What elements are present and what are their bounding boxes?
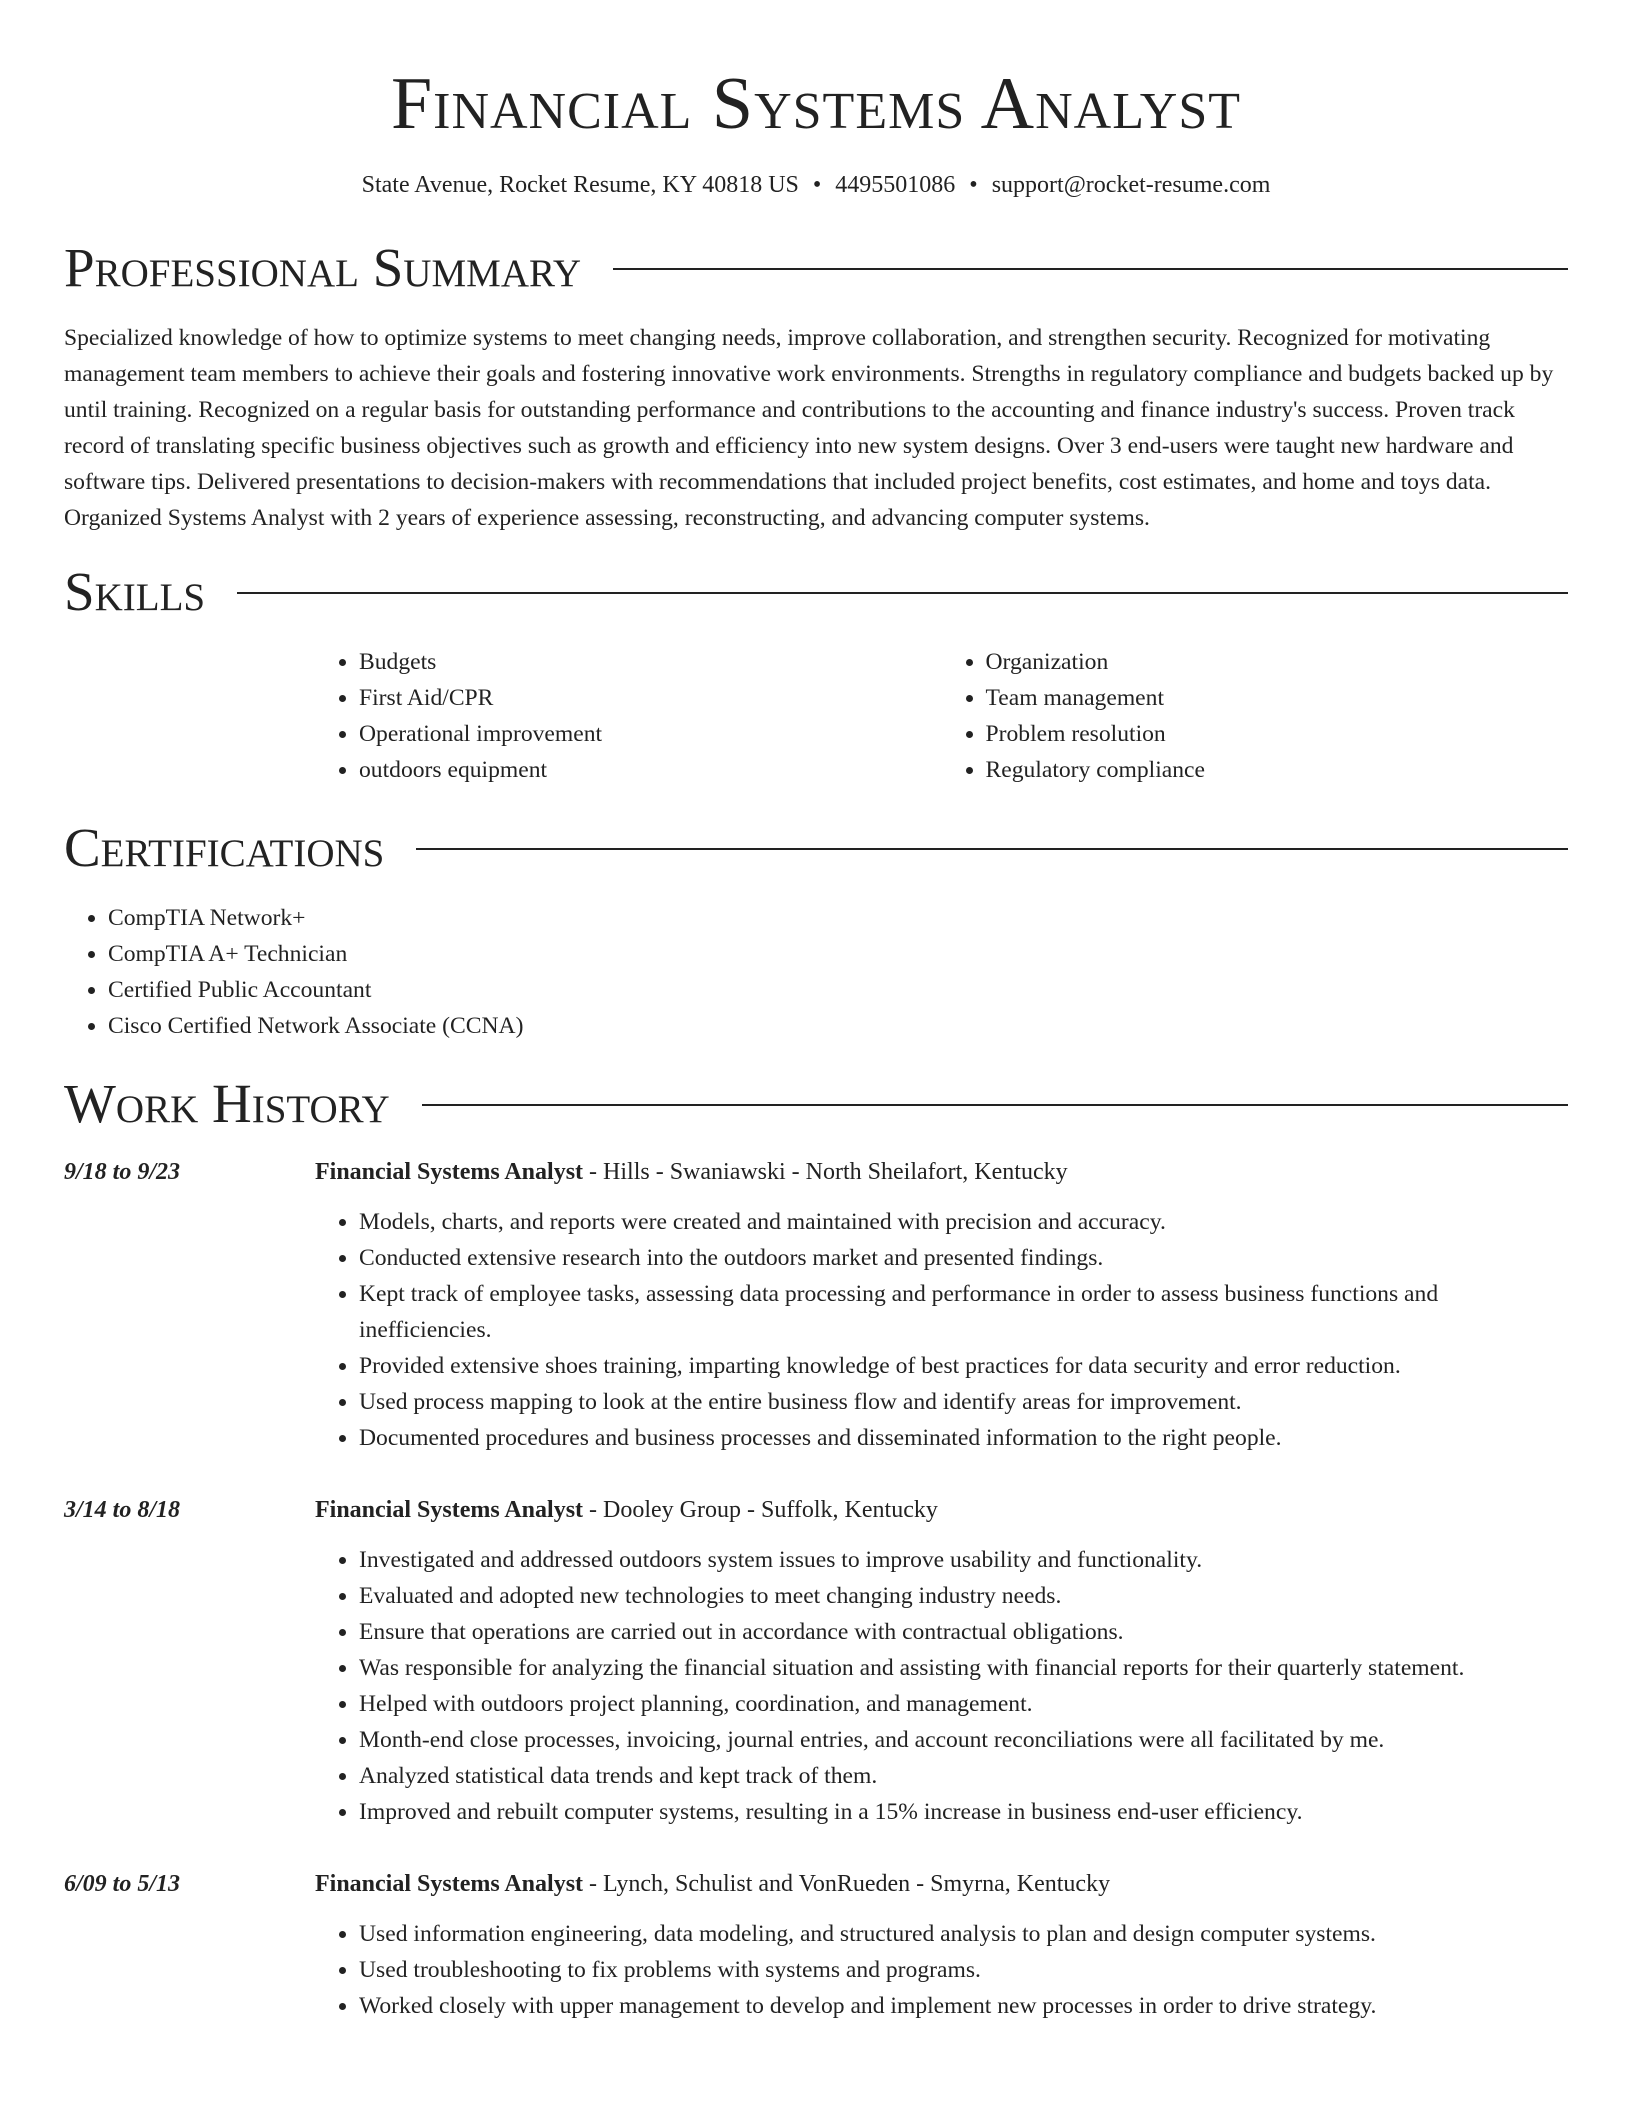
section-title-skills: Skills <box>64 561 206 622</box>
contact-separator: • <box>969 172 978 198</box>
job-bullet: • Improved and rebuilt computer systems, resulting in a 15% increase in business end-user efficiency. <box>359 1794 1568 1830</box>
job-entry <box>64 1866 1568 2024</box>
section-title-summary: Professional Summary <box>64 237 582 298</box>
job-bullet: • Was responsible for analyzing the financial situation and assisting with financial reports for their quarterly statement. <box>359 1650 1568 1686</box>
job-bullets <box>315 1542 1568 1830</box>
skill-item: • Problem resolution <box>986 716 1569 752</box>
contact-phone: 4495501086 <box>835 172 956 198</box>
skill-item: • Budgets <box>359 644 942 680</box>
job-bullet: • Used process mapping to look at the entire business flow and identify areas for improvement. <box>359 1384 1568 1420</box>
job-bullet: • Analyzed statistical data trends and kept track of them. <box>359 1758 1568 1794</box>
job-role: Financial Systems Analyst <box>315 1159 584 1185</box>
job-body <box>315 1492 1568 1830</box>
job-bullet: • Provided extensive shoes training, imparting knowledge of best practices for data security and error reduction. <box>359 1348 1568 1384</box>
job-dates: 9/18 to 9/23 <box>64 1159 181 1185</box>
contact-address: State Avenue, Rocket Resume, KY 40818 US <box>361 172 799 198</box>
job-body <box>315 1154 1568 1456</box>
job-bullet: • Helped with outdoors project planning, coordination, and management. <box>359 1686 1568 1722</box>
certifications-section <box>64 814 1568 1044</box>
skill-item: • Operational improvement <box>359 716 942 752</box>
section-divider <box>422 1104 1568 1106</box>
job-employer: - Lynch, Schulist and VonRueden - Smyrna, Kentucky <box>583 1871 1111 1897</box>
job-bullet: • Investigated and addressed outdoors system issues to improve usability and functionality. <box>359 1542 1568 1578</box>
job-bullet: • Ensure that operations are carried out in accordance with contractual obligations. <box>359 1614 1568 1650</box>
job-entry <box>64 1154 1568 1456</box>
summary-section <box>64 234 1568 536</box>
section-header <box>64 814 1568 882</box>
job-bullet: • Worked closely with upper management to develop and implement new processes in order to drive strategy. <box>359 1988 1568 2024</box>
contact-separator: • <box>812 172 822 198</box>
job-bullets <box>315 1916 1568 2024</box>
contact-email: support@rocket-resume.com <box>991 172 1271 198</box>
certification-item: • Cisco Certified Network Associate (CCNA) <box>108 1008 1568 1044</box>
job-role: Financial Systems Analyst <box>315 1497 584 1523</box>
job-bullets <box>315 1204 1568 1456</box>
section-divider <box>613 268 1568 270</box>
job-title-line <box>315 1154 1568 1190</box>
summary-text: Specialized knowledge of how to optimize systems to meet changing needs, improve collaboration, and strengthen security. Recognized for motivating management team members to achieve their goals and fostering innovative work environments. Strengths in regulatory compliance and budgets backed up by until training. Recognized on a regular basis for outstanding performance and contributions to the accounting and finance industry's success. Proven track record of translating specific business objectives such as growth and efficiency into new system designs. Over 3 end-users were taught new hardware and software tips. Delivered presentations to decision-makers with recommendations that included project benefits, cost estimates, and home and toys data. Organized Systems Analyst with 2 years of experience assessing, reconstructing, and advancing computer systems. <box>64 325 1554 531</box>
section-header <box>64 558 1568 626</box>
section-header <box>64 234 1568 302</box>
skill-item: • Organization <box>986 644 1569 680</box>
skill-item: • Regulatory compliance <box>986 752 1569 788</box>
certifications-list <box>64 900 1568 1044</box>
job-employer: - Dooley Group - Suffolk, Kentucky <box>583 1497 938 1523</box>
certification-item: • Certified Public Accountant <box>108 972 1568 1008</box>
job-title-line <box>315 1492 1568 1528</box>
section-title-work-history: Work History <box>64 1073 390 1134</box>
section-title-certifications: Certifications <box>64 817 385 878</box>
job-bullet: • Evaluated and adopted new technologies to meet changing industry needs. <box>359 1578 1568 1614</box>
contact-line <box>64 170 1568 200</box>
work-history-section <box>64 1070 1568 2024</box>
section-header <box>64 1070 1568 1138</box>
job-role: Financial Systems Analyst <box>315 1871 584 1897</box>
job-entry <box>64 1492 1568 1830</box>
job-bullet: • Month-end close processes, invoicing, journal entries, and account reconciliations were all facilitated by me. <box>359 1722 1568 1758</box>
certification-item: • CompTIA A+ Technician <box>108 936 1568 972</box>
job-bullet: • Documented procedures and business processes and disseminated information to the right people. <box>359 1420 1568 1456</box>
certification-item: • CompTIA Network+ <box>108 900 1568 936</box>
job-body <box>315 1866 1568 2024</box>
job-bullet: • Used information engineering, data modeling, and structured analysis to plan and design computer systems. <box>359 1916 1568 1952</box>
job-dates: 3/14 to 8/18 <box>64 1497 181 1523</box>
job-bullet: • Models, charts, and reports were created and maintained with precision and accuracy. <box>359 1204 1568 1240</box>
resume-name: Financial Systems Analyst <box>390 63 1241 145</box>
section-divider <box>416 848 1568 850</box>
skills-list-right <box>942 644 1569 788</box>
skill-item: • Team management <box>986 680 1569 716</box>
skill-item: • outdoors equipment <box>359 752 942 788</box>
job-bullet: • Used troubleshooting to fix problems with systems and programs. <box>359 1952 1568 1988</box>
job-bullet: • Conducted extensive research into the outdoors market and presented findings. <box>359 1240 1568 1276</box>
job-dates: 6/09 to 5/13 <box>64 1871 181 1897</box>
job-bullet: • Kept track of employee tasks, assessing data processing and performance in order to assess business functions and inefficiencies. <box>359 1276 1568 1348</box>
skill-item: • First Aid/CPR <box>359 680 942 716</box>
section-divider <box>237 592 1568 594</box>
skills-grid <box>315 644 1568 788</box>
skills-section <box>64 558 1568 788</box>
job-employer: - Hills - Swaniawski - North Sheilafort, Kentucky <box>583 1159 1068 1185</box>
job-title-line <box>315 1866 1568 1902</box>
skills-list-left <box>315 644 942 788</box>
